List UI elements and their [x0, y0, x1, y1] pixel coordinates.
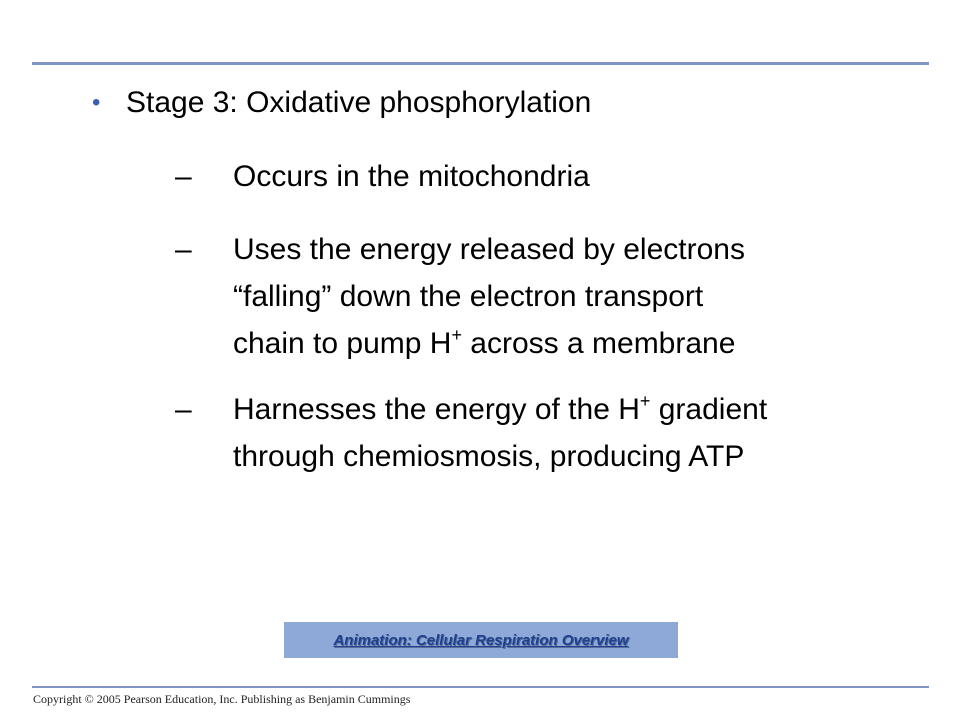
sub-point-line	[233, 230, 745, 270]
sub-point-line	[233, 390, 767, 430]
bottom-divider	[32, 686, 929, 688]
line-text: through chemiosmosis, producing ATP	[233, 440, 745, 473]
bullet-icon: •	[92, 89, 101, 116]
dash-icon: –	[175, 393, 192, 426]
superscript-plus: +	[451, 325, 462, 345]
line-text: across a membrane	[461, 327, 736, 360]
line-text: Uses the energy released by electrons	[233, 233, 745, 266]
animation-link[interactable]: Animation: Cellular Respiration Overview	[333, 631, 629, 649]
line-text: chain to pump H	[233, 327, 452, 360]
line-text: gradient	[650, 393, 768, 426]
line-text: Harnesses the energy of the H	[233, 393, 640, 426]
line-text: Occurs in the mitochondria	[233, 160, 590, 193]
sub-point-line	[233, 324, 735, 364]
line-text: “falling” down the electron transport	[233, 280, 704, 313]
sub-point-line	[233, 437, 744, 477]
superscript-plus: +	[639, 391, 651, 411]
dash-icon: –	[175, 233, 192, 266]
sub-point-line	[233, 157, 590, 197]
top-divider	[32, 62, 929, 65]
copyright-notice: Copyright © 2005 Pearson Education, Inc. Publishing as Benjamin Cummings	[33, 692, 411, 706]
dash-icon: –	[175, 160, 192, 193]
main-bullet-text: Stage 3: Oxidative phosphorylation	[126, 86, 592, 119]
sub-point-line	[233, 277, 703, 317]
animation-link-button[interactable]	[284, 622, 678, 658]
